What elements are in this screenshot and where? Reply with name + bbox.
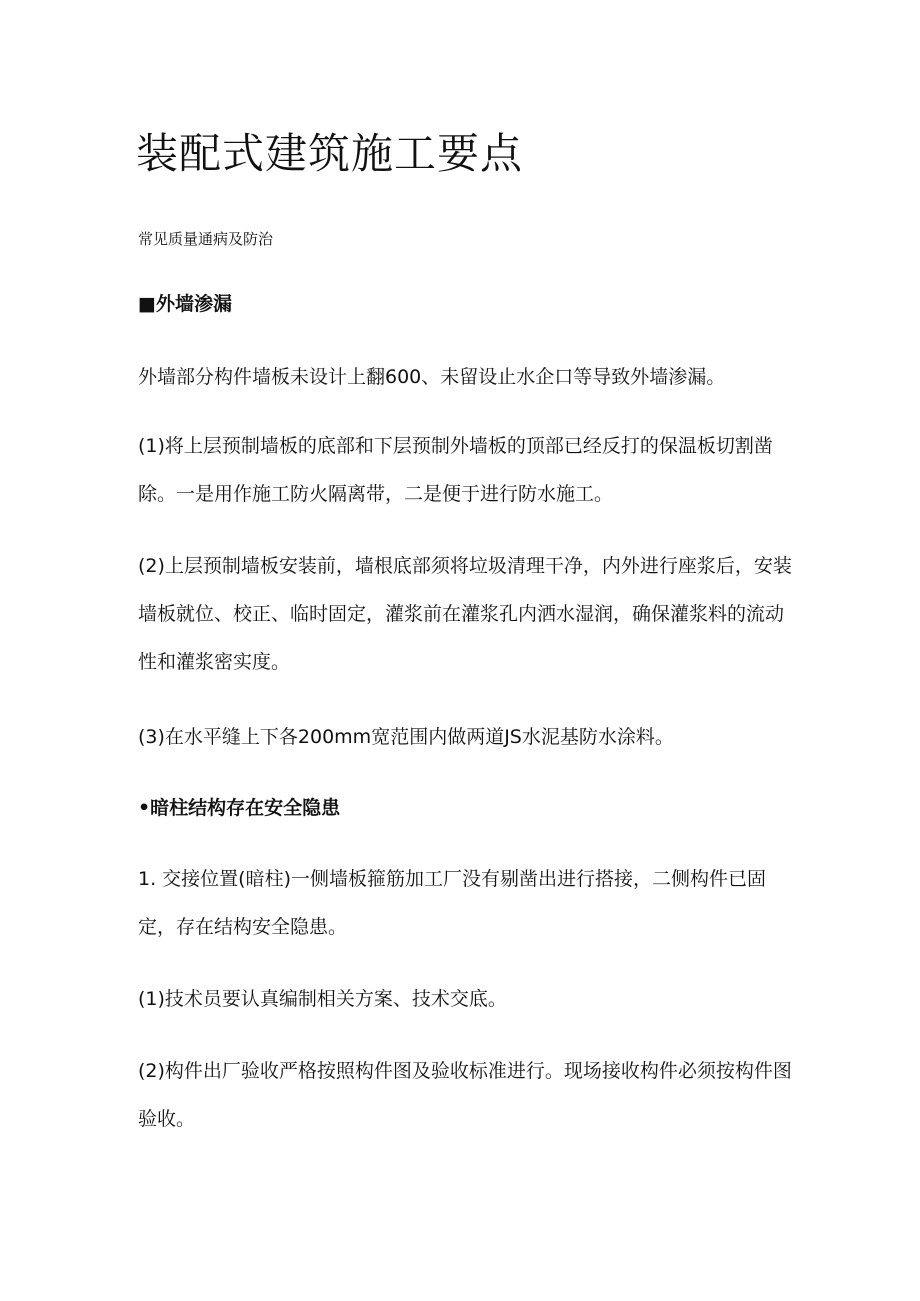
paragraph-leakage-measure-3: (3)在水平缝上下各200mm宽范围内做两道JS水泥基防水涂料。	[138, 726, 674, 748]
section-heading-hidden-column-safety: •暗柱结构存在安全隐患	[138, 797, 341, 819]
paragraph-leakage-measure-1: (1)将上层预制墙板的底部和下层预制外墙板的顶部已经反打的保温板切割凿除。一是用作施工防火隔离带，二是便于进行防水施工。	[138, 435, 773, 505]
paragraph-column-issue: 1. 交接位置(暗柱)一侧墙板箍筋加工厂没有剔凿出进行搭接，二侧构件已固定，存在结构安全隐患。	[138, 868, 766, 938]
paragraph-column-measure-2: (2)构件出厂验收严格按照构件图及验收标准进行。现场接收构件必须按构件图验收。	[138, 1060, 792, 1130]
section-heading-exterior-wall-leakage: ■外墙渗漏	[138, 293, 232, 315]
document-title: 装配式建筑施工要点	[136, 129, 524, 178]
paragraph-column-measure-1: (1)技术员要认真编制相关方案、技术交底。	[138, 988, 507, 1010]
document-subtitle: 常见质量通病及防治	[138, 230, 274, 248]
paragraph-leakage-cause: 外墙部分构件墙板未设计上翻600、未留设止水企口等导致外墙渗漏。	[138, 366, 726, 388]
paragraph-leakage-measure-2: (2)上层预制墙板安装前，墙根底部须将垃圾清理干净，内外进行座浆后，安装墙板就位、校正、临时固定，灌浆前在灌浆孔内洒水湿润，确保灌浆料的流动性和灌浆密实度。	[138, 555, 792, 673]
